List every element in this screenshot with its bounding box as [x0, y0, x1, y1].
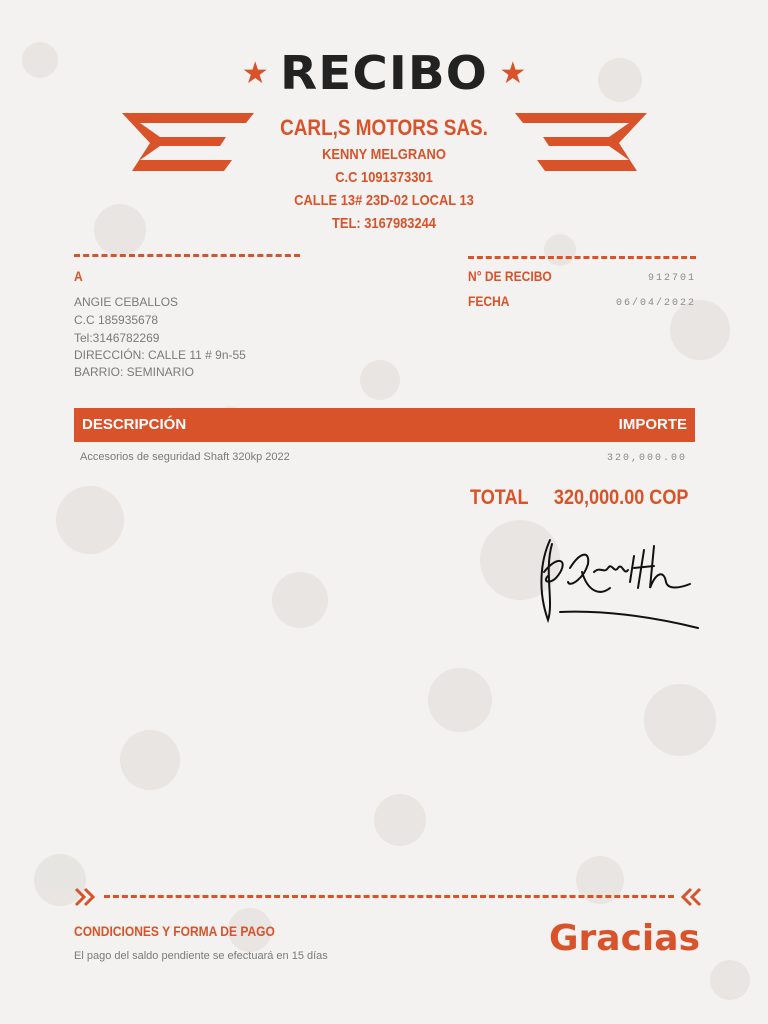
company-phone: TEL: 3167983244: [331, 215, 436, 232]
chevron-right-icon: [74, 886, 98, 908]
conditions-text: El pago del saldo pendiente se efectuará en 15 días: [74, 950, 328, 962]
divider-left: [74, 254, 300, 257]
signature-image: [530, 532, 705, 632]
total-value: 320,000.00 COP: [553, 486, 688, 509]
receipt-number: 912701: [647, 273, 696, 284]
company-name: CARL,S MOTORS SAS.: [280, 115, 488, 140]
recipient-name: ANGIE CEBALLOS: [74, 295, 179, 309]
recipient-label: A: [74, 268, 83, 284]
footer-divider: [104, 895, 674, 898]
row-description: Accesorios de seguridad Shaft 320kp 2022: [80, 451, 290, 463]
recipient-id: C.C 185935678: [74, 313, 159, 327]
receipt-date-label: FECHA: [468, 293, 510, 309]
owner-name: KENNY MELGRANO: [322, 146, 446, 163]
receipt-number-label: N° DE RECIBO: [468, 268, 552, 284]
owner-id: C.C 1091373301: [335, 169, 433, 186]
total-label: TOTAL: [470, 486, 529, 509]
receipt-date: 06/04/2022: [615, 298, 696, 309]
recipient-neighborhood: BARRIO: SEMINARIO: [74, 365, 195, 379]
chevron-left-icon: [678, 886, 702, 908]
star-icon: ★: [241, 56, 269, 90]
divider-right: [468, 256, 696, 259]
title-row: [0, 46, 768, 100]
star-icon: ★: [499, 56, 527, 90]
conditions-title: CONDICIONES Y FORMA DE PAGO: [74, 923, 275, 939]
column-amount: IMPORTE: [618, 416, 687, 433]
table-header: [74, 408, 695, 442]
thanks-text: Gracias: [549, 918, 700, 959]
column-description: DESCRIPCIÓN: [82, 416, 187, 433]
receipt-title: RECIBO: [280, 46, 488, 100]
row-amount: 320,000.00: [606, 453, 687, 464]
company-address: CALLE 13# 23D-02 LOCAL 13: [294, 192, 474, 209]
recipient-address: DIRECCIÓN: CALLE 11 # 9n-55: [74, 348, 246, 362]
recipient-phone: Tel:3146782269: [74, 331, 160, 345]
table-row: [74, 450, 695, 470]
